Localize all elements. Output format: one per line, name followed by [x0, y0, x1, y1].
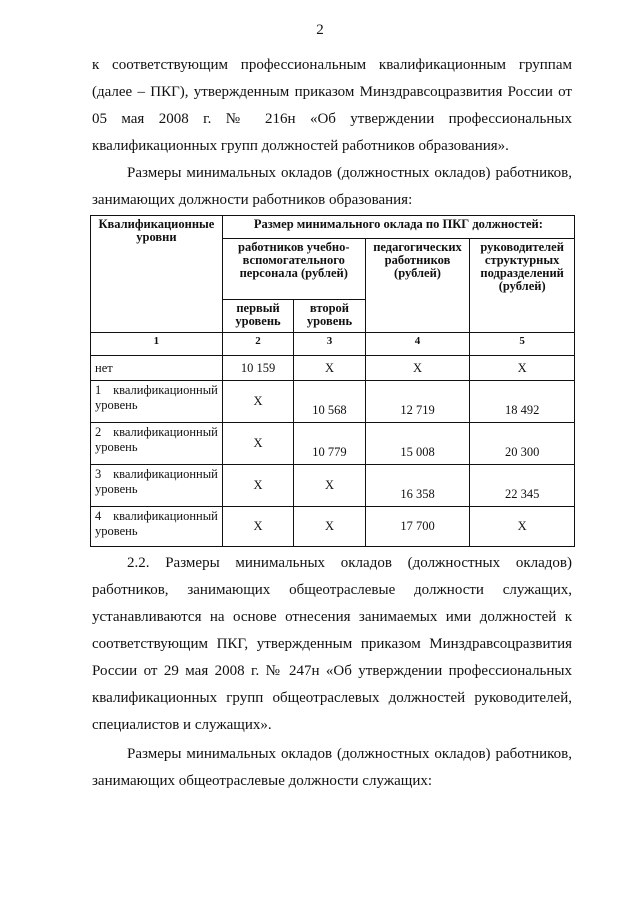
cell-second-level: Х — [294, 465, 365, 507]
column-number: 4 — [365, 333, 470, 356]
column-number: 5 — [470, 333, 575, 356]
table-header-row — [91, 216, 575, 239]
paragraph-section-2-2: 2.2. Размеры минимальных окладов (должностных окладов) работников, занимающих общеотраслевые должности служащих, устанавливаются на основе отнесения занимаемых ими должностей к соответствующим ПКГ, утвержденным приказом Минздравсоцразвития России от 29 мая 2008 г. № 247н «Об утверждении профессиональных квалификационных групп общеотраслевых должностей руководителей, специалистов и служащих». — [92, 555, 572, 733]
cell-second-level: Х — [294, 356, 365, 381]
cell-first-level: 10 159 — [222, 356, 293, 381]
row-level: 1 квалификационный уровень — [91, 381, 223, 423]
education-salary-table — [90, 215, 575, 547]
cell-heads: Х — [470, 356, 575, 381]
cell-teachers: Х — [365, 356, 470, 381]
cell-first-level: Х — [222, 507, 293, 547]
header-department-heads: руководителей структурных подразделений (рублей) — [470, 239, 575, 333]
cell-first-level: Х — [222, 381, 293, 423]
header-support-staff: работников учебно-вспомогательного персонала (рублей) — [222, 239, 365, 300]
cell-heads: 20 300 — [470, 423, 575, 465]
paragraph-general-salaries-intro: Размеры минимальных окладов (должностных окладов) работников, занимающих общеотраслевые должности служащих: — [92, 746, 572, 789]
row-level: 4 квалификационный уровень — [91, 507, 223, 547]
column-number: 3 — [294, 333, 365, 356]
table-row — [91, 423, 575, 465]
cell-second-level: Х — [294, 507, 365, 547]
header-teachers: педагогических работников (рублей) — [365, 239, 470, 333]
column-number: 1 — [91, 333, 223, 356]
cell-heads: 18 492 — [470, 381, 575, 423]
table-row — [91, 381, 575, 423]
header-minimum-salary: Размер минимального оклада по ПКГ должностей: — [222, 216, 574, 239]
header-first-level: первый уровень — [222, 300, 293, 333]
header-qualification-levels: Квалификационные уровни — [91, 216, 223, 333]
column-number: 2 — [222, 333, 293, 356]
cell-teachers: 16 358 — [365, 465, 470, 507]
cell-first-level: Х — [222, 423, 293, 465]
row-level: нет — [91, 356, 223, 381]
row-level: 3 квалификационный уровень — [91, 465, 223, 507]
table-row — [91, 356, 575, 381]
cell-heads: 22 345 — [470, 465, 575, 507]
cell-teachers: 12 719 — [365, 381, 470, 423]
cell-teachers: 17 700 — [365, 507, 470, 547]
cell-teachers: 15 008 — [365, 423, 470, 465]
cell-second-level: 10 568 — [294, 381, 365, 423]
table-row — [91, 507, 575, 547]
page-number: 2 — [316, 22, 324, 38]
paragraph-pkg-reference: к соответствующим профессиональным квалификационным группам (далее – ПКГ), утвержденным приказом Минздравсоцразвития России от 05 мая 2008 г. № 216н «Об утверждении профессиональных квалификационных групп должностей работников образования». — [92, 57, 572, 154]
paragraph-education-salaries-intro: Размеры минимальных окладов (должностных окладов) работников, занимающих должности работников образования: — [92, 165, 572, 208]
column-number-row — [91, 333, 575, 356]
cell-heads: Х — [470, 507, 575, 547]
row-level: 2 квалификационный уровень — [91, 423, 223, 465]
cell-second-level: 10 779 — [294, 423, 365, 465]
header-second-level: второй уровень — [294, 300, 365, 333]
cell-first-level: Х — [222, 465, 293, 507]
table-row — [91, 465, 575, 507]
